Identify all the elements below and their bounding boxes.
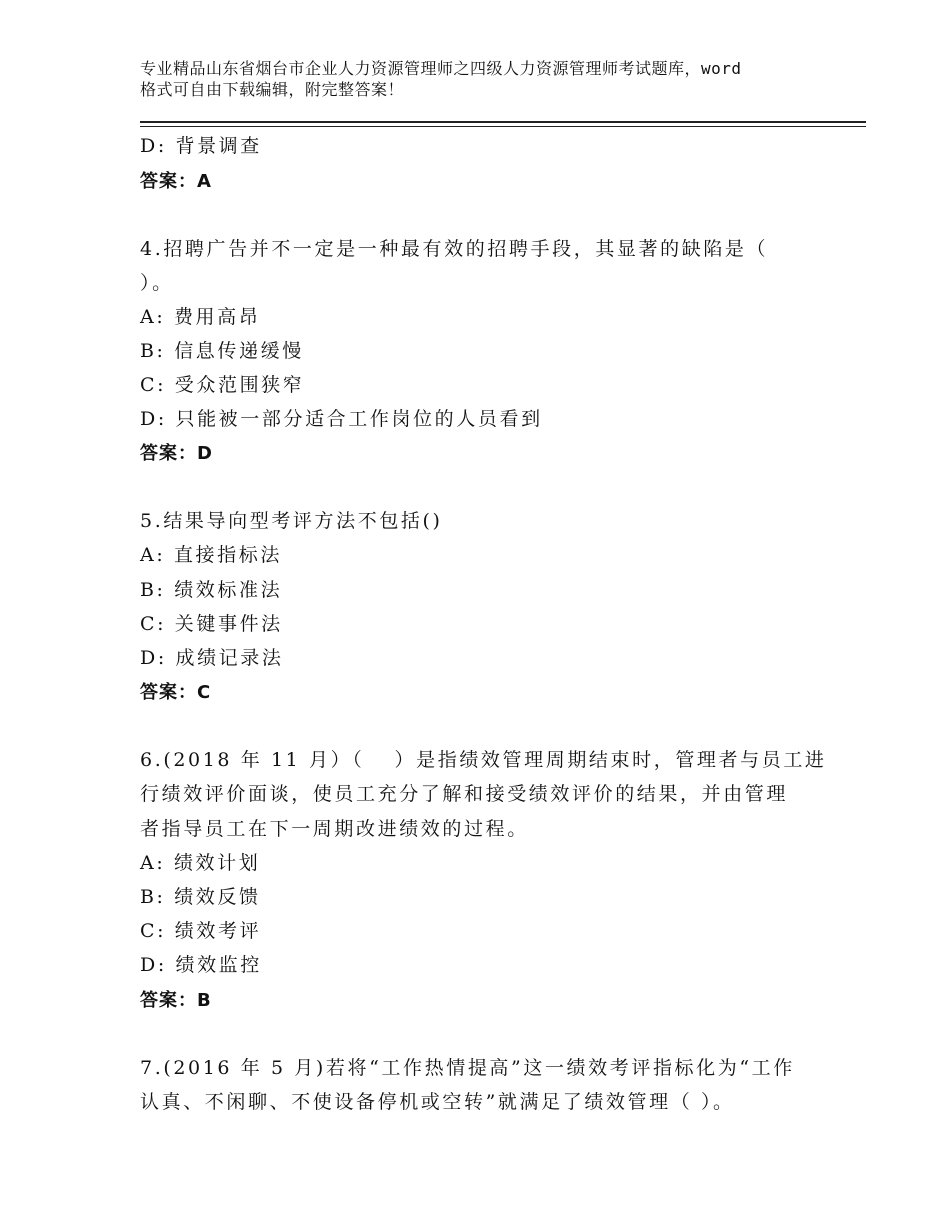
option-c: C: 受众范围狭窄 [140, 374, 305, 396]
question-stem: 6.(2018 年 11 月）（ ）是指绩效管理周期结束时，管理者与员工进 [140, 749, 827, 771]
option-b: B: 信息传递缓慢 [140, 340, 304, 362]
document-header [140, 58, 840, 100]
option-a: A: 费用高昂 [140, 306, 261, 328]
answer: 答案：B [140, 990, 212, 1011]
option-c: C: 绩效考评 [140, 920, 262, 942]
option-b: B: 绩效标准法 [140, 579, 283, 601]
answer: 答案：D [140, 443, 213, 464]
header-line-2: 格式可自由下载编辑，附完整答案！ [140, 80, 405, 99]
option-b: B: 绩效反馈 [140, 886, 261, 908]
option-d: D: 背景调查 [140, 135, 262, 157]
question-stem: 者指导员工在下一周期改进绩效的过程。 [140, 818, 529, 840]
header-divider-thin [140, 126, 866, 127]
answer: 答案：C [140, 682, 212, 703]
question-stem: 行绩效评价面谈，使员工充分了解和接受绩效评价的结果，并由管理 [140, 783, 789, 805]
question-stem: ）。 [140, 272, 174, 294]
header-line-1: 专业精品山东省烟台市企业人力资源管理师之四级人力资源管理师考试题库，word [140, 59, 742, 78]
option-a: A: 绩效计划 [140, 852, 261, 874]
option-d: D: 成绩记录法 [140, 647, 284, 669]
option-d: D: 只能被一部分适合工作岗位的人员看到 [140, 408, 543, 430]
option-a: A: 直接指标法 [140, 544, 282, 566]
answer: 答案：A [140, 171, 212, 192]
question-stem: 5.结果导向型考评方法不包括() [140, 510, 443, 532]
question-stem: 4.招聘广告并不一定是一种最有效的招聘手段，其显著的缺陷是（ [140, 238, 769, 260]
question-stem: 7.(2016 年 5 月)若将“工作热情提高”这一绩效考评指标化为“工作 [140, 1057, 795, 1079]
header-divider-thick [140, 121, 866, 123]
option-d: D: 绩效监控 [140, 954, 262, 976]
option-c: C: 关键事件法 [140, 613, 283, 635]
question-stem: 认真、不闲聊、不使设备停机或空转”就满足了绩效管理（ ）。 [140, 1091, 735, 1113]
